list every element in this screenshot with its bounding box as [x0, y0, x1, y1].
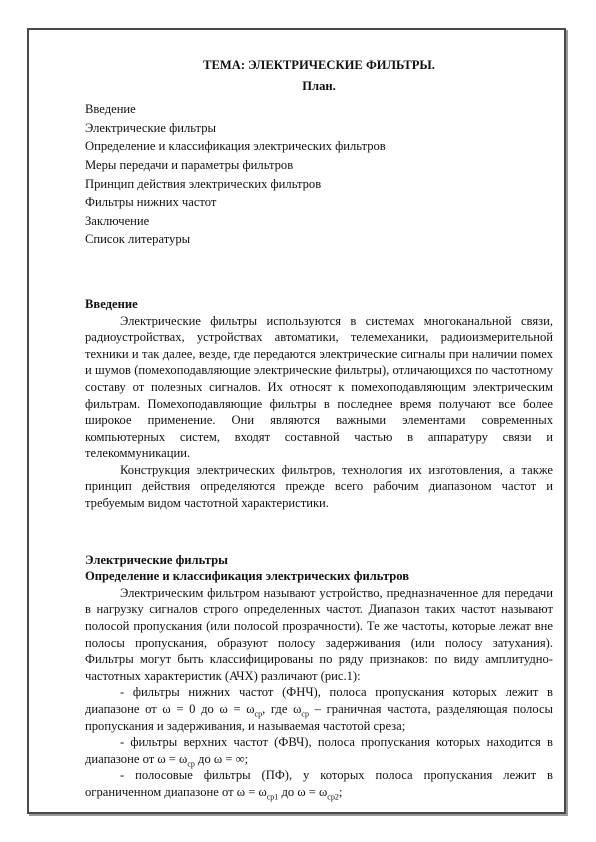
document-body — [85, 57, 553, 801]
bandpass-text-a: - полосовые фильтры (ПФ), у которых полоса пропускания лежит в ограниченном диапазоне от ω = ω — [85, 768, 553, 799]
plan-item: Фильтры нижних частот — [85, 195, 217, 210]
plan-item: Определение и классификация электрических фильтров — [85, 139, 386, 154]
classification-paragraph: Электрическим фильтром называют устройство, предназначенное для передачи в нагрузку сигналов строго определенных частот. Диапазон таких частот называют полосой пропускания (или полосой прозрачности). Те же частоты, которые лежат вне полосы пропускания, образуют полосу задерживания (или полосу затухания). Фильтры могут быть классифицированы по ряду признаков: по виду амплитудно-частотных характеристик (АЧХ) различают (рис.1): — [85, 585, 553, 683]
highpass-text-b: до ω = ∞; — [194, 751, 249, 766]
bandpass-sub-2: ср2 — [327, 792, 339, 802]
intro-paragraph-2: Конструкция электрических фильтров, технология их изготовления, а также принцип действия определяются прежде всего рабочим диапазоном частот и требуемым видом частотной характеристики. — [85, 462, 553, 511]
bandpass-paragraph — [85, 767, 553, 800]
plan-item: Введение — [85, 102, 136, 117]
lowpass-text-c: – граничная частота, разделяющая полосы пропускания и задерживания, и называемая частотой среза; — [85, 702, 553, 733]
filters-heading: Электрические фильтры — [85, 552, 228, 567]
plan-item: Список литературы — [85, 232, 191, 247]
bandpass-text-b: до ω = ω — [278, 784, 328, 799]
plan-list — [85, 100, 553, 249]
bandpass-sub-1: ср1 — [266, 792, 279, 802]
lowpass-sub-2: ср — [301, 709, 309, 719]
classification-heading: Определение и классификация электрических фильтров — [85, 569, 410, 584]
document-title: ТЕМА: ЭЛЕКТРИЧЕСКИЕ ФИЛЬТРЫ. — [203, 58, 435, 72]
lowpass-sub-1: ср — [254, 709, 263, 719]
lowpass-text-b: , где ω — [262, 702, 302, 716]
plan-item: Принцип действия электрических фильтров — [85, 176, 322, 191]
lowpass-paragraph — [85, 684, 553, 734]
highpass-paragraph — [85, 734, 553, 767]
highpass-text-a: - фильтры верхних частот (ФВЧ), полоса пропускания которых находится в диапазоне от ω = ω — [85, 735, 553, 766]
bandpass-text-c: ; — [338, 784, 343, 799]
plan-item: Электрические фильтры — [85, 120, 216, 135]
intro-heading: Введение — [85, 296, 138, 311]
plan-title: План. — [302, 78, 336, 93]
plan-item: Меры передачи и параметры фильтров — [85, 157, 294, 172]
highpass-sub-1: ср — [187, 759, 195, 769]
plan-item: Заключение — [85, 213, 150, 228]
lowpass-text-a: - фильтры нижних частот (ФНЧ), полоса пропускания которых лежит в диапазоне от ω = 0 до ω = ω — [85, 685, 553, 716]
intro-paragraph-1: Электрические фильтры используются в системах многоканальной связи, радиоустройствах, устройствах автоматики, телемеханики, радиоизмерительной техники и так далее, везде, где передаются электрические сигналы при наличии помех и шумов (помехоподавляющие электрические фильтры), отличающихся по частотному составу от полезных сигналов. Их относят к помехоподавляющим электрическим фильтрам. Помехоподавляющие фильтры в последнее время получают все более широкое применение. Они являются важными элементами современных компьютерных систем, входят составной частью в аппаратуру связи и телекоммуникации. — [85, 313, 553, 461]
